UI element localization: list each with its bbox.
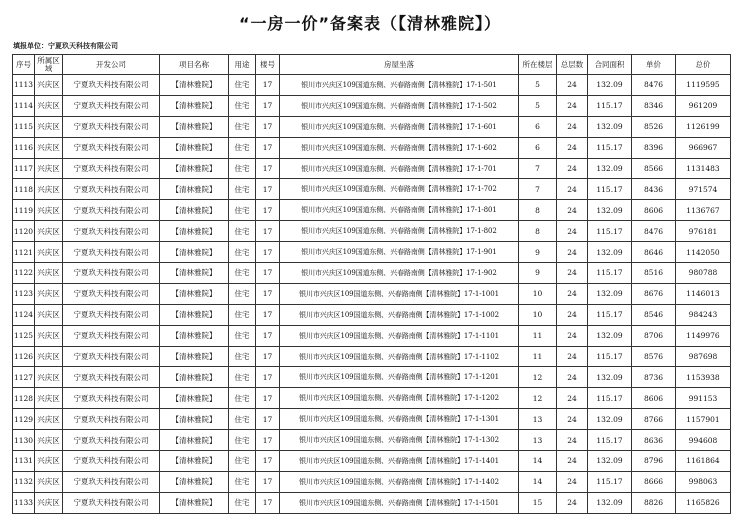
- cell-total-floors: 24: [557, 346, 588, 367]
- cell-area: 132.09: [588, 200, 632, 221]
- page-title: “一房一价”备案表（【清林雅院】）: [238, 14, 502, 33]
- cell-district: 兴庆区: [35, 263, 63, 284]
- cell-floor: 5: [519, 75, 557, 96]
- cell-developer: 宁夏玖天科技有限公司: [63, 200, 160, 221]
- cell-total-floors: 24: [557, 200, 588, 221]
- cell-address: 银川市兴庆区109国道东侧、兴春路南侧【清林雅院】17-1-601: [280, 116, 519, 137]
- cell-usage: 住宅: [229, 242, 256, 263]
- col-header-developer: 开发公司: [63, 55, 160, 75]
- col-header-project: 项目名称: [160, 55, 229, 75]
- cell-developer: 宁夏玖天科技有限公司: [63, 471, 160, 492]
- cell-index: 1124: [13, 304, 35, 325]
- cell-unit-price: 8566: [632, 158, 676, 179]
- cell-developer: 宁夏玖天科技有限公司: [63, 95, 160, 116]
- cell-usage: 住宅: [229, 451, 256, 472]
- cell-area: 115.17: [588, 263, 632, 284]
- cell-developer: 宁夏玖天科技有限公司: [63, 451, 160, 472]
- cell-total-floors: 24: [557, 430, 588, 451]
- cell-developer: 宁夏玖天科技有限公司: [63, 367, 160, 388]
- cell-project: 【清林雅院】: [160, 95, 229, 116]
- cell-floor: 5: [519, 95, 557, 116]
- table-row: [13, 179, 731, 200]
- table-row: [13, 430, 731, 451]
- cell-unit-price: 8526: [632, 116, 676, 137]
- cell-unit-price: 8476: [632, 221, 676, 242]
- cell-index: 1115: [13, 116, 35, 137]
- cell-project: 【清林雅院】: [160, 451, 229, 472]
- cell-project: 【清林雅院】: [160, 137, 229, 158]
- cell-address: 银川市兴庆区109国道东侧、兴春路南侧【清林雅院】17-1-802: [280, 221, 519, 242]
- cell-project: 【清林雅院】: [160, 409, 229, 430]
- cell-floor: 11: [519, 346, 557, 367]
- cell-address: 银川市兴庆区109国道东侧、兴春路南侧【清林雅院】17-1-901: [280, 242, 519, 263]
- cell-total-price: 1146013: [676, 283, 731, 304]
- cell-usage: 住宅: [229, 409, 256, 430]
- cell-district: 兴庆区: [35, 409, 63, 430]
- cell-district: 兴庆区: [35, 304, 63, 325]
- cell-district: 兴庆区: [35, 116, 63, 137]
- cell-address: 银川市兴庆区109国道东侧、兴春路南侧【清林雅院】17-1-1102: [280, 346, 519, 367]
- cell-index: 1117: [13, 158, 35, 179]
- cell-floor: 12: [519, 367, 557, 388]
- table-row: [13, 263, 731, 284]
- cell-project: 【清林雅院】: [160, 346, 229, 367]
- cell-usage: 住宅: [229, 75, 256, 96]
- cell-unit-price: 8636: [632, 430, 676, 451]
- cell-address: 银川市兴庆区109国道东侧、兴春路南侧【清林雅院】17-1-1402: [280, 471, 519, 492]
- cell-project: 【清林雅院】: [160, 116, 229, 137]
- table-row: [13, 492, 731, 513]
- cell-usage: 住宅: [229, 325, 256, 346]
- cell-unit-price: 8516: [632, 263, 676, 284]
- cell-usage: 住宅: [229, 283, 256, 304]
- cell-district: 兴庆区: [35, 95, 63, 116]
- table-row: [13, 75, 731, 96]
- cell-total-floors: 24: [557, 451, 588, 472]
- cell-unit-price: 8576: [632, 346, 676, 367]
- cell-total-price: 966967: [676, 137, 731, 158]
- cell-address: 银川市兴庆区109国道东侧、兴春路南侧【清林雅院】17-1-1002: [280, 304, 519, 325]
- table-row: [13, 325, 731, 346]
- cell-area: 132.09: [588, 367, 632, 388]
- cell-developer: 宁夏玖天科技有限公司: [63, 388, 160, 409]
- cell-index: 1119: [13, 200, 35, 221]
- cell-unit-price: 8436: [632, 179, 676, 200]
- cell-district: 兴庆区: [35, 75, 63, 96]
- cell-total-price: 1131483: [676, 158, 731, 179]
- cell-total-floors: 24: [557, 263, 588, 284]
- cell-index: 1132: [13, 471, 35, 492]
- cell-building: 17: [256, 409, 280, 430]
- cell-index: 1116: [13, 137, 35, 158]
- cell-unit-price: 8546: [632, 304, 676, 325]
- cell-usage: 住宅: [229, 346, 256, 367]
- cell-index: 1126: [13, 346, 35, 367]
- cell-building: 17: [256, 263, 280, 284]
- cell-total-floors: 24: [557, 137, 588, 158]
- table-row: [13, 95, 731, 116]
- cell-project: 【清林雅院】: [160, 75, 229, 96]
- cell-district: 兴庆区: [35, 451, 63, 472]
- cell-total-price: 980788: [676, 263, 731, 284]
- cell-building: 17: [256, 283, 280, 304]
- cell-usage: 住宅: [229, 95, 256, 116]
- table-row: [13, 242, 731, 263]
- cell-floor: 9: [519, 263, 557, 284]
- cell-index: 1123: [13, 283, 35, 304]
- cell-area: 115.17: [588, 388, 632, 409]
- cell-unit-price: 8606: [632, 200, 676, 221]
- cell-building: 17: [256, 95, 280, 116]
- col-header-total-floors: 总层数: [557, 55, 588, 75]
- cell-floor: 8: [519, 221, 557, 242]
- cell-developer: 宁夏玖天科技有限公司: [63, 137, 160, 158]
- cell-building: 17: [256, 346, 280, 367]
- cell-developer: 宁夏玖天科技有限公司: [63, 325, 160, 346]
- cell-address: 银川市兴庆区109国道东侧、兴春路南侧【清林雅院】17-1-1001: [280, 283, 519, 304]
- cell-total-price: 1136767: [676, 200, 731, 221]
- cell-project: 【清林雅院】: [160, 283, 229, 304]
- cell-area: 132.09: [588, 283, 632, 304]
- cell-total-floors: 24: [557, 388, 588, 409]
- cell-developer: 宁夏玖天科技有限公司: [63, 263, 160, 284]
- cell-district: 兴庆区: [35, 221, 63, 242]
- cell-address: 银川市兴庆区109国道东侧、兴春路南侧【清林雅院】17-1-602: [280, 137, 519, 158]
- cell-building: 17: [256, 471, 280, 492]
- col-header-address: 房屋坐落: [280, 55, 519, 75]
- cell-project: 【清林雅院】: [160, 471, 229, 492]
- cell-index: 1120: [13, 221, 35, 242]
- cell-district: 兴庆区: [35, 179, 63, 200]
- cell-building: 17: [256, 242, 280, 263]
- cell-developer: 宁夏玖天科技有限公司: [63, 116, 160, 137]
- cell-floor: 11: [519, 325, 557, 346]
- cell-area: 132.09: [588, 116, 632, 137]
- table-row: [13, 283, 731, 304]
- cell-total-price: 1126199: [676, 116, 731, 137]
- cell-total-price: 961209: [676, 95, 731, 116]
- cell-total-floors: 24: [557, 158, 588, 179]
- cell-usage: 住宅: [229, 221, 256, 242]
- cell-total-floors: 24: [557, 116, 588, 137]
- cell-project: 【清林雅院】: [160, 200, 229, 221]
- cell-usage: 住宅: [229, 304, 256, 325]
- filing-table: [12, 54, 731, 514]
- cell-building: 17: [256, 388, 280, 409]
- cell-usage: 住宅: [229, 367, 256, 388]
- cell-index: 1130: [13, 430, 35, 451]
- cell-usage: 住宅: [229, 471, 256, 492]
- cell-total-floors: 24: [557, 95, 588, 116]
- cell-total-price: 1165826: [676, 492, 731, 513]
- cell-area: 132.09: [588, 409, 632, 430]
- cell-usage: 住宅: [229, 200, 256, 221]
- cell-area: 132.09: [588, 242, 632, 263]
- cell-developer: 宁夏玖天科技有限公司: [63, 409, 160, 430]
- cell-unit-price: 8766: [632, 409, 676, 430]
- cell-district: 兴庆区: [35, 492, 63, 513]
- cell-developer: 宁夏玖天科技有限公司: [63, 242, 160, 263]
- cell-developer: 宁夏玖天科技有限公司: [63, 221, 160, 242]
- cell-floor: 8: [519, 200, 557, 221]
- col-header-floor: 所在楼层: [519, 55, 557, 75]
- cell-district: 兴庆区: [35, 242, 63, 263]
- cell-total-price: 1153938: [676, 367, 731, 388]
- cell-floor: 12: [519, 388, 557, 409]
- cell-developer: 宁夏玖天科技有限公司: [63, 430, 160, 451]
- cell-floor: 14: [519, 471, 557, 492]
- cell-floor: 9: [519, 242, 557, 263]
- cell-area: 115.17: [588, 430, 632, 451]
- cell-index: 1114: [13, 95, 35, 116]
- cell-total-floors: 24: [557, 304, 588, 325]
- cell-area: 132.09: [588, 451, 632, 472]
- table-row: [13, 451, 731, 472]
- cell-address: 银川市兴庆区109国道东侧、兴春路南侧【清林雅院】17-1-501: [280, 75, 519, 96]
- cell-address: 银川市兴庆区109国道东侧、兴春路南侧【清林雅院】17-1-702: [280, 179, 519, 200]
- cell-unit-price: 8666: [632, 471, 676, 492]
- col-header-total-price: 总价: [676, 55, 731, 75]
- cell-district: 兴庆区: [35, 367, 63, 388]
- cell-total-floors: 24: [557, 367, 588, 388]
- cell-building: 17: [256, 451, 280, 472]
- cell-building: 17: [256, 304, 280, 325]
- cell-building: 17: [256, 492, 280, 513]
- col-header-building: 楼号: [256, 55, 280, 75]
- cell-floor: 6: [519, 116, 557, 137]
- cell-index: 1131: [13, 451, 35, 472]
- cell-project: 【清林雅院】: [160, 304, 229, 325]
- cell-total-floors: 24: [557, 221, 588, 242]
- cell-index: 1127: [13, 367, 35, 388]
- cell-usage: 住宅: [229, 158, 256, 179]
- cell-district: 兴庆区: [35, 200, 63, 221]
- cell-floor: 7: [519, 179, 557, 200]
- cell-project: 【清林雅院】: [160, 325, 229, 346]
- cell-usage: 住宅: [229, 116, 256, 137]
- cell-index: 1122: [13, 263, 35, 284]
- cell-total-price: 971574: [676, 179, 731, 200]
- cell-total-floors: 24: [557, 492, 588, 513]
- cell-project: 【清林雅院】: [160, 221, 229, 242]
- cell-building: 17: [256, 221, 280, 242]
- cell-index: 1125: [13, 325, 35, 346]
- cell-usage: 住宅: [229, 137, 256, 158]
- cell-area: 115.17: [588, 304, 632, 325]
- col-header-district: 所属区域: [35, 55, 63, 75]
- table-row: [13, 388, 731, 409]
- col-header-unit-price: 单价: [632, 55, 676, 75]
- table-row: [13, 200, 731, 221]
- cell-unit-price: 8346: [632, 95, 676, 116]
- cell-developer: 宁夏玖天科技有限公司: [63, 158, 160, 179]
- cell-project: 【清林雅院】: [160, 430, 229, 451]
- cell-building: 17: [256, 116, 280, 137]
- cell-district: 兴庆区: [35, 283, 63, 304]
- cell-building: 17: [256, 75, 280, 96]
- cell-usage: 住宅: [229, 388, 256, 409]
- cell-address: 银川市兴庆区109国道东侧、兴春路南侧【清林雅院】17-1-701: [280, 158, 519, 179]
- cell-total-floors: 24: [557, 242, 588, 263]
- cell-total-price: 991153: [676, 388, 731, 409]
- cell-project: 【清林雅院】: [160, 179, 229, 200]
- cell-project: 【清林雅院】: [160, 367, 229, 388]
- table-row: [13, 346, 731, 367]
- cell-total-floors: 24: [557, 409, 588, 430]
- cell-floor: 10: [519, 283, 557, 304]
- cell-developer: 宁夏玖天科技有限公司: [63, 75, 160, 96]
- cell-total-price: 987698: [676, 346, 731, 367]
- cell-area: 132.09: [588, 325, 632, 346]
- cell-address: 银川市兴庆区109国道东侧、兴春路南侧【清林雅院】17-1-902: [280, 263, 519, 284]
- cell-area: 115.17: [588, 179, 632, 200]
- table-header-row: [13, 55, 731, 75]
- cell-unit-price: 8396: [632, 137, 676, 158]
- cell-address: 银川市兴庆区109国道东侧、兴春路南侧【清林雅院】17-1-1101: [280, 325, 519, 346]
- cell-index: 1129: [13, 409, 35, 430]
- cell-district: 兴庆区: [35, 137, 63, 158]
- cell-building: 17: [256, 137, 280, 158]
- cell-district: 兴庆区: [35, 430, 63, 451]
- cell-building: 17: [256, 158, 280, 179]
- cell-total-floors: 24: [557, 471, 588, 492]
- cell-address: 银川市兴庆区109国道东侧、兴春路南侧【清林雅院】17-1-1201: [280, 367, 519, 388]
- cell-total-floors: 24: [557, 179, 588, 200]
- cell-index: 1113: [13, 75, 35, 96]
- cell-district: 兴庆区: [35, 346, 63, 367]
- cell-total-price: 1149976: [676, 325, 731, 346]
- cell-total-price: 1161864: [676, 451, 731, 472]
- cell-address: 银川市兴庆区109国道东侧、兴春路南侧【清林雅院】17-1-1401: [280, 451, 519, 472]
- cell-district: 兴庆区: [35, 471, 63, 492]
- cell-total-floors: 24: [557, 325, 588, 346]
- cell-index: 1128: [13, 388, 35, 409]
- cell-total-price: 994608: [676, 430, 731, 451]
- cell-developer: 宁夏玖天科技有限公司: [63, 492, 160, 513]
- cell-district: 兴庆区: [35, 388, 63, 409]
- cell-total-price: 1142050: [676, 242, 731, 263]
- cell-total-price: 984243: [676, 304, 731, 325]
- table-row: [13, 367, 731, 388]
- cell-address: 银川市兴庆区109国道东侧、兴春路南侧【清林雅院】17-1-1301: [280, 409, 519, 430]
- cell-usage: 住宅: [229, 492, 256, 513]
- cell-project: 【清林雅院】: [160, 388, 229, 409]
- cell-index: 1121: [13, 242, 35, 263]
- cell-floor: 6: [519, 137, 557, 158]
- cell-developer: 宁夏玖天科技有限公司: [63, 346, 160, 367]
- cell-district: 兴庆区: [35, 325, 63, 346]
- cell-building: 17: [256, 367, 280, 388]
- cell-floor: 13: [519, 430, 557, 451]
- cell-total-floors: 24: [557, 75, 588, 96]
- cell-address: 银川市兴庆区109国道东侧、兴春路南侧【清林雅院】17-1-502: [280, 95, 519, 116]
- table-row: [13, 221, 731, 242]
- cell-address: 银川市兴庆区109国道东侧、兴春路南侧【清林雅院】17-1-1202: [280, 388, 519, 409]
- cell-unit-price: 8606: [632, 388, 676, 409]
- cell-usage: 住宅: [229, 263, 256, 284]
- cell-unit-price: 8676: [632, 283, 676, 304]
- cell-floor: 14: [519, 451, 557, 472]
- cell-address: 银川市兴庆区109国道东侧、兴春路南侧【清林雅院】17-1-801: [280, 200, 519, 221]
- cell-building: 17: [256, 430, 280, 451]
- cell-unit-price: 8826: [632, 492, 676, 513]
- cell-floor: 13: [519, 409, 557, 430]
- cell-area: 132.09: [588, 75, 632, 96]
- cell-area: 115.17: [588, 137, 632, 158]
- cell-area: 132.09: [588, 158, 632, 179]
- cell-building: 17: [256, 179, 280, 200]
- cell-floor: 7: [519, 158, 557, 179]
- cell-area: 115.17: [588, 95, 632, 116]
- cell-area: 115.17: [588, 471, 632, 492]
- filler-unit: 填报单位：宁夏玖天科技有限公司: [13, 42, 118, 50]
- table-row: [13, 116, 731, 137]
- cell-area: 115.17: [588, 346, 632, 367]
- cell-index: 1118: [13, 179, 35, 200]
- table-row: [13, 304, 731, 325]
- cell-usage: 住宅: [229, 179, 256, 200]
- cell-area: 132.09: [588, 492, 632, 513]
- cell-total-price: 976181: [676, 221, 731, 242]
- table-row: [13, 409, 731, 430]
- cell-address: 银川市兴庆区109国道东侧、兴春路南侧【清林雅院】17-1-1501: [280, 492, 519, 513]
- cell-project: 【清林雅院】: [160, 242, 229, 263]
- col-header-index: 序号: [13, 55, 35, 75]
- cell-project: 【清林雅院】: [160, 492, 229, 513]
- col-header-area: 合同面积: [588, 55, 632, 75]
- cell-area: 115.17: [588, 221, 632, 242]
- cell-index: 1133: [13, 492, 35, 513]
- cell-developer: 宁夏玖天科技有限公司: [63, 283, 160, 304]
- cell-unit-price: 8736: [632, 367, 676, 388]
- cell-developer: 宁夏玖天科技有限公司: [63, 304, 160, 325]
- col-header-usage: 用途: [229, 55, 256, 75]
- cell-unit-price: 8796: [632, 451, 676, 472]
- cell-total-price: 1157901: [676, 409, 731, 430]
- cell-floor: 10: [519, 304, 557, 325]
- table-row: [13, 137, 731, 158]
- cell-unit-price: 8646: [632, 242, 676, 263]
- cell-unit-price: 8476: [632, 75, 676, 96]
- table-row: [13, 158, 731, 179]
- cell-building: 17: [256, 200, 280, 221]
- table-row: [13, 471, 731, 492]
- cell-total-price: 998063: [676, 471, 731, 492]
- cell-developer: 宁夏玖天科技有限公司: [63, 179, 160, 200]
- cell-project: 【清林雅院】: [160, 158, 229, 179]
- cell-address: 银川市兴庆区109国道东侧、兴春路南侧【清林雅院】17-1-1302: [280, 430, 519, 451]
- cell-unit-price: 8706: [632, 325, 676, 346]
- cell-usage: 住宅: [229, 430, 256, 451]
- cell-total-price: 1119595: [676, 75, 731, 96]
- cell-project: 【清林雅院】: [160, 263, 229, 284]
- cell-district: 兴庆区: [35, 158, 63, 179]
- cell-floor: 15: [519, 492, 557, 513]
- cell-total-floors: 24: [557, 283, 588, 304]
- cell-building: 17: [256, 325, 280, 346]
